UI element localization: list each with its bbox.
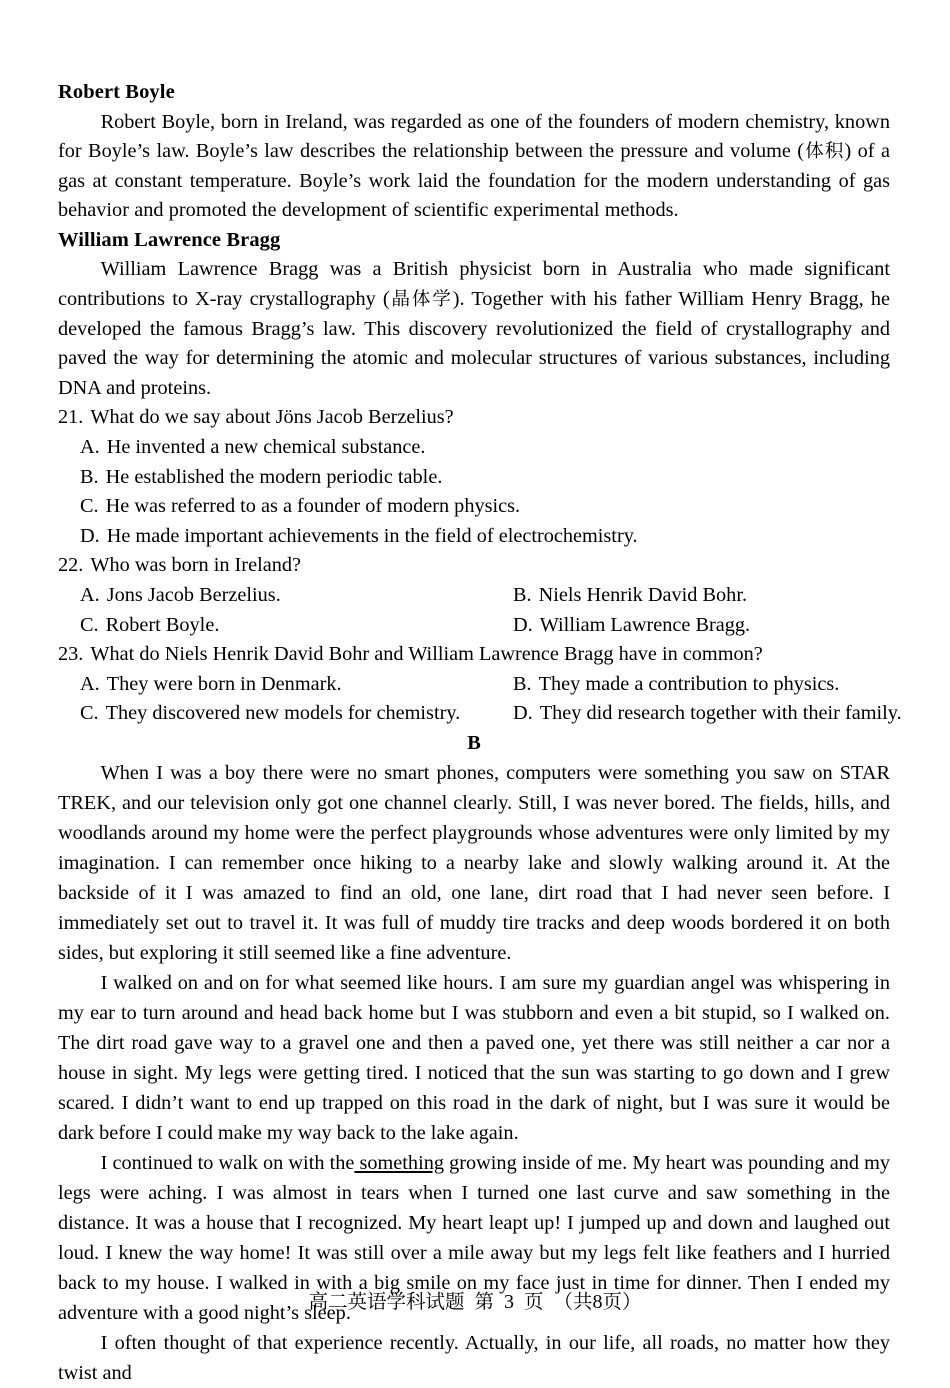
option-23-b[interactable]	[513, 670, 839, 700]
option-label: D.	[513, 702, 533, 725]
option-row-23-ab	[58, 670, 890, 700]
footer-page-label: 第	[474, 1290, 494, 1313]
paragraph-text-before: I continued to walk on with the	[100, 1152, 355, 1175]
page-content	[58, 78, 902, 1388]
option-label: A.	[80, 435, 100, 458]
option-22-d[interactable]	[513, 611, 750, 641]
option-21-b[interactable]	[58, 463, 890, 493]
section-heading-william-lawrence-bragg: William Lawrence Bragg	[58, 228, 281, 251]
footer-total-unit: 页）	[602, 1290, 642, 1313]
option-label: C.	[80, 702, 99, 725]
question-text-23: What do Niels Henrik David Bohr and William Lawrence Bragg have in common?	[90, 643, 763, 666]
option-text: They were born in Denmark.	[106, 672, 342, 695]
paragraph-text-part2: ). Together with his father William Henry Bragg, he developed the famous Bragg’s law. This discovery revolutionized the field of crystallography and paved the way for determining the atomic and molecular structures of various substances, including DNA and proteins.	[58, 287, 890, 399]
option-text: Jons Jacob Berzelius.	[106, 583, 281, 606]
question-stem-22	[58, 551, 890, 581]
chinese-gloss-volume: 体积	[804, 141, 845, 163]
option-text: They made a contribution to physics.	[538, 672, 840, 695]
option-label: B.	[513, 583, 532, 606]
page-footer	[0, 1289, 950, 1315]
question-number-23: 23.	[58, 643, 84, 666]
option-row-22-cd	[58, 611, 890, 641]
passage-b-paragraph-4: I often thought of that experience recently. Actually, in our life, all roads, no matter how they twist and	[58, 1332, 890, 1385]
option-label: C.	[80, 613, 99, 636]
option-21-d[interactable]	[58, 522, 890, 552]
option-label: C.	[80, 495, 99, 518]
option-text: They discovered new models for chemistry.	[105, 702, 461, 725]
paragraph-robert-boyle	[58, 108, 890, 226]
question-number-21: 21.	[58, 406, 84, 429]
chinese-gloss-crystallography: 晶体学	[389, 288, 453, 310]
option-23-c[interactable]	[80, 699, 460, 729]
paragraph-william-lawrence-bragg	[58, 255, 890, 403]
underlined-phrase-something: something	[354, 1152, 444, 1175]
option-text: He made important achievements in the field of electrochemistry.	[106, 524, 638, 547]
passage-b-letter: B	[467, 731, 481, 754]
question-text-22: Who was born in Ireland?	[90, 554, 301, 577]
passage-b-paragraph-1: When I was a boy there were no smart phones, computers were something you saw on STAR TREK, and our television only got one channel clearly. Still, I was never bored. The fields, hills, and woodlands around my home were the perfect playgrounds whose adventures were only limited by my imagination. I can remember once hiking to a nearby lake and slowly walking around it. At the backside of it I was amazed to find an old, one lane, dirt road that I had never seen before. I immediately set out to travel it. It was full of muddy tire tracks and deep woods bordered it on both sides, but exploring it still seemed like a fine adventure.	[58, 762, 890, 965]
option-22-c[interactable]	[80, 611, 219, 641]
paragraph-text-part1: William Lawrence Bragg was a British physicist born in Australia who made significant contributions to X-ray crystallography (	[58, 258, 890, 310]
option-22-b[interactable]	[513, 581, 747, 611]
footer-page-number: 3	[503, 1291, 514, 1313]
footer-total-open: （共	[553, 1290, 593, 1313]
option-22-a[interactable]	[80, 581, 281, 611]
paragraph-text-part1: Robert Boyle, born in Ireland, was regarded as one of the founders of modern chemistry, known for Boyle’s law. Boyle’s law describes the relationship between the pressure and volume (	[58, 110, 890, 163]
footer-total-pages: 8	[592, 1291, 603, 1313]
option-label: A.	[80, 672, 100, 695]
option-label: B.	[513, 672, 532, 695]
option-row-22-ab	[58, 581, 890, 611]
footer-exam-title: 高二英语学科试题	[308, 1290, 465, 1313]
paragraph-text-after: growing inside of me. My heart was pounding and my legs were aching. I was almost in tears when I turned one last curve and saw something in the distance. It was a house that I recognized. My heart leapt up! I jumped up and down and laughed out loud. I knew the way home! It was still over a mile away but my legs felt like feathers and I hurried back to my house. I walked in with a big smile on my face just in time for dinner. Then I ended my adventure with a good night’s sleep.	[58, 1152, 891, 1325]
option-23-d[interactable]	[513, 699, 902, 729]
question-text-21: What do we say about Jöns Jacob Berzelius?	[90, 406, 454, 429]
footer-page-unit: 页	[523, 1290, 544, 1313]
option-text: He established the modern periodic table.	[105, 465, 443, 488]
option-21-c[interactable]	[58, 492, 890, 522]
option-text: Niels Henrik David Bohr.	[538, 583, 748, 606]
question-number-22: 22.	[58, 554, 84, 577]
option-row-23-cd	[58, 699, 902, 729]
option-23-a[interactable]	[80, 670, 342, 700]
option-label: D.	[80, 524, 100, 547]
option-text: He was referred to as a founder of modern physics.	[105, 495, 521, 518]
option-text: They did research together with their family.	[539, 702, 902, 725]
option-label: A.	[80, 583, 100, 606]
section-heading-robert-boyle: Robert Boyle	[58, 81, 175, 103]
option-21-a[interactable]	[58, 433, 890, 463]
option-text: Robert Boyle.	[105, 613, 220, 636]
option-label: D.	[513, 613, 533, 636]
option-text: William Lawrence Bragg.	[539, 613, 751, 636]
question-stem-21	[58, 403, 890, 433]
passage-b-paragraph-2: I walked on and on for what seemed like hours. I am sure my guardian angel was whispering in my ear to turn around and head back home but I was stubborn and even a bit stupid, so I walked on. The dirt road gave way to a gravel one and then a paved one, yet there was still neither a car nor a house in sight. My legs were getting tired. I noticed that the sun was starting to go down and I grew scared. I didn’t want to end up trapped on this road in the dark of night, but I was sure it would be dark before I could make my way back to the lake again.	[58, 972, 890, 1145]
option-label: B.	[80, 465, 99, 488]
option-text: He invented a new chemical substance.	[106, 435, 426, 458]
paragraph-text-part2: ) of a gas at constant temperature. Boyle’s work laid the foundation for the modern understanding of gas behavior and promoted the development of scientific experimental methods.	[58, 140, 890, 222]
question-stem-23	[58, 640, 890, 670]
